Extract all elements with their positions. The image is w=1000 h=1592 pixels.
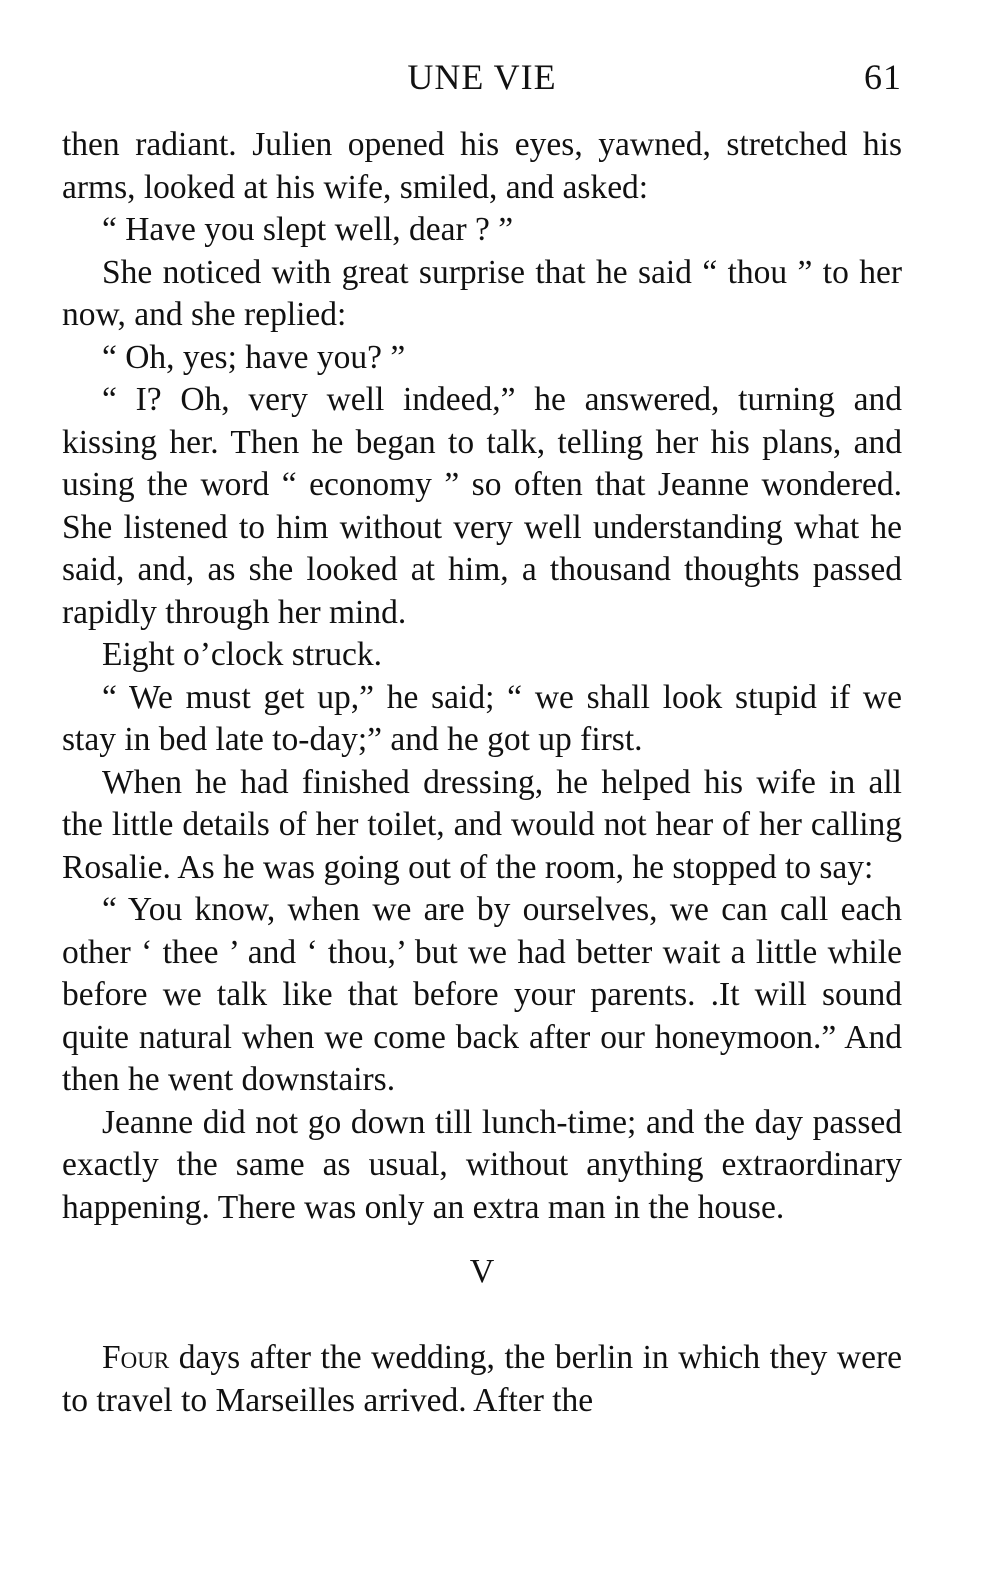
chapter-opening-paragraph	[62, 1337, 902, 1422]
paragraph: “ I? Oh, very well indeed,” he answered, turning and kissing her. Then he began to talk, telling her his plans, and using the word “ economy ” so often that Jeanne wondered. She listened to him without very well understanding what he said, and, as she looked at him, a thousand thoughts passed rapidly through her mind.	[62, 381, 902, 631]
paragraph: “ Have you slept well, dear ? ”	[102, 211, 514, 248]
book-page	[62, 48, 902, 1422]
running-title: UNE VIE	[407, 57, 557, 97]
paragraph: “ We must get up,” he said; “ we shall look stupid if we stay in bed late to-day;” and he got up first.	[62, 678, 902, 758]
paragraph: then radiant. Julien opened his eyes, yawned, stretched his arms, looked at his wife, smiled, and asked:	[62, 126, 902, 206]
paragraph: She noticed with great surprise that he said “ thou ” to her now, and she replied:	[62, 253, 902, 333]
chapter-opening-word: Four	[102, 1339, 170, 1376]
paragraph: “ You know, when we are by ourselves, we can call each other ‘ thee ’ and ‘ thou,’ but we had better wait a little while before we talk like that before your parents. .It will sound quite natural when we come back after our honeymoon.” And then he went downstairs.	[62, 891, 902, 1098]
page-number: 61	[864, 57, 902, 97]
chapter-opening-text: days after the wedding, the berlin in which they were to travel to Marseilles arrived. After the	[62, 1339, 902, 1419]
running-head	[62, 48, 902, 108]
body-text	[62, 124, 902, 1422]
paragraph: Jeanne did not go down till lunch-time; and the day passed exactly the same as usual, without anything extraordinary happening. There was only an extra man in the house.	[62, 1103, 902, 1226]
chapter-heading: V	[469, 1253, 495, 1290]
paragraph: Eight o’clock struck.	[102, 636, 383, 673]
paragraph: When he had finished dressing, he helped his wife in all the little details of her toilet, and would not hear of her calling Rosalie. As he was going out of the room, he stopped to say:	[62, 763, 902, 886]
paragraph: “ Oh, yes; have you? ”	[102, 338, 406, 376]
